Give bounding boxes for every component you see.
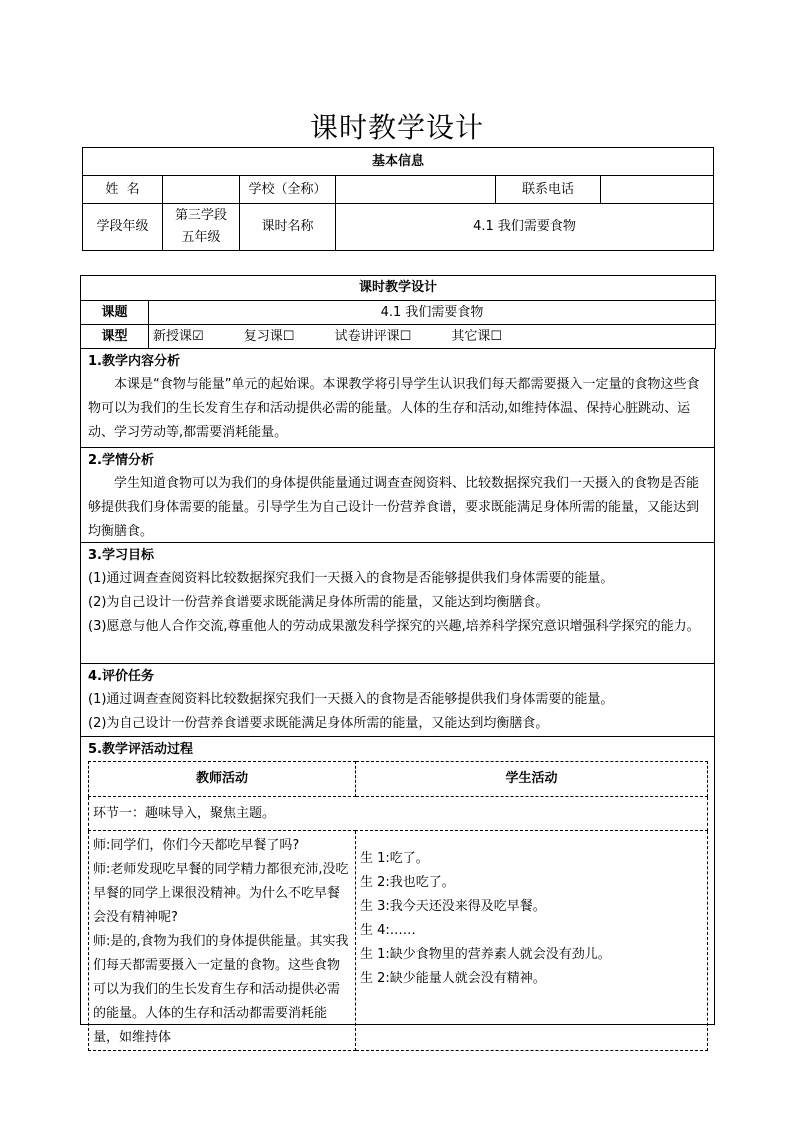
type-options — [149, 325, 716, 349]
type-option-review[interactable]: 复习课☐ — [243, 328, 295, 344]
school-value — [336, 176, 496, 204]
student-line: 生 4:…… — [360, 923, 416, 938]
section-3-title: 3.学习目标 — [88, 548, 154, 563]
task-item: (1)通过调查查阅资料比较数据探究我们一天摄入的食物是否能够提供我们身体需要的能量。 — [88, 692, 614, 707]
topic-label: 课题 — [81, 301, 149, 325]
goal-item: (1)通过调查查阅资料比较数据探究我们一天摄入的食物是否能够提供我们身体需要的能量。 — [88, 571, 614, 586]
section-2-text: 学生知道食物可以为我们的身体提供能量通过调查查阅资料、比较数据探究我们一天摄入的食物是否能够提供我们身体需要的能量。引导学生为自己设计一份营养食谱，要求既能满足身体所需的能量，又能达到均衡膳食。 — [88, 476, 700, 539]
lesson-name-value: 4.1 我们需要食物 — [336, 204, 714, 251]
student-line: 生 1:缺少食物里的营养素人就会没有劲儿。 — [360, 947, 611, 962]
teacher-line: 师:同学们，你们今天都吃早餐了吗? — [93, 838, 300, 853]
goal-item: (3)愿意与他人合作交流,尊重他人的劳动成果激发科学探究的兴趣,培养科学探究意识增强科学探究的能力。 — [88, 619, 700, 634]
student-activity-cell — [356, 831, 708, 1051]
section-1-title: 1.教学内容分析 — [88, 354, 180, 369]
type-label: 课型 — [81, 325, 149, 349]
section-learning-goals — [80, 543, 715, 664]
design-header: 课时教学设计 — [81, 276, 716, 301]
design-table — [80, 275, 716, 349]
type-option-exam[interactable]: 试卷讲评课☐ — [334, 328, 412, 344]
activity-table — [88, 761, 708, 1051]
phone-value — [601, 176, 714, 204]
page-title: 课时教学设计 — [309, 111, 484, 144]
section-evaluation-tasks — [80, 664, 715, 737]
student-line: 生 3:我今天还没来得及吃早餐。 — [360, 899, 546, 914]
teacher-line: 师:是的,食物为我们的身体提供能量。其实我们每天都需要摄入一定量的食物。这些食物可以为我们的生长发育生存和活动提供必需的能量。人体的生存和活动都需要消耗能量，如维持体 — [93, 934, 349, 1045]
grade-value-year: 五年级 — [181, 230, 221, 245]
grade-value-stage: 第三学段 — [174, 208, 227, 223]
student-line: 生 2:缺少能量人就会没有精神。 — [360, 971, 546, 986]
lesson-name-label: 课时名称 — [240, 204, 336, 251]
name-value — [163, 176, 240, 204]
basic-info-header: 基本信息 — [83, 148, 714, 176]
goal-item: (2)为自己设计一份营养食谱要求既能满足身体所需的能量，又能达到均衡膳食。 — [88, 595, 549, 610]
topic-value: 4.1 我们需要食物 — [149, 301, 716, 325]
phone-label: 联系电话 — [496, 176, 601, 204]
teacher-line: 师:老师发现吃早餐的同学精力都很充沛,没吃早餐的同学上课很没精神。为什么不吃早餐会没有精神呢? — [93, 862, 349, 925]
section-5-title: 5.教学评活动过程 — [88, 742, 193, 757]
name-label: 姓 名 — [83, 176, 163, 204]
teacher-activity-header: 教师活动 — [89, 762, 356, 797]
grade-label: 学段年级 — [83, 204, 163, 251]
student-line: 生 2:我也吃了。 — [360, 875, 455, 890]
student-activity-header: 学生活动 — [356, 762, 708, 797]
student-line: 生 1:吃了。 — [360, 851, 429, 866]
section-1-text: 本课是“食物与能量”单元的起始课。本课教学将引导学生认识我们每天都需要摄入一定量的食物这些食物可以为我们的生长发育生存和活动提供必需的能量。人体的生存和活动,如维持体温、保持心脏跳动、运动、学习劳动等,都需要消耗能量。 — [88, 377, 700, 440]
segment-1-title: 环节一：趣味导入，聚焦主题。 — [89, 797, 708, 831]
section-2-title: 2.学情分析 — [88, 453, 154, 468]
task-item: (2)为自己设计一份营养食谱要求既能满足身体所需的能量，又能达到均衡膳食。 — [88, 716, 549, 731]
section-learner-analysis — [80, 448, 715, 543]
section-content-analysis — [80, 349, 715, 448]
grade-value — [163, 204, 240, 251]
section-4-title: 4.评价任务 — [88, 669, 154, 684]
type-option-other[interactable]: 其它课☐ — [451, 328, 503, 344]
basic-info-table — [82, 147, 714, 251]
school-label: 学校（全称） — [240, 176, 336, 204]
teacher-activity-cell — [89, 831, 356, 1051]
page-bottom-border — [80, 1024, 715, 1025]
type-option-new[interactable]: 新授课☑ — [153, 328, 204, 344]
